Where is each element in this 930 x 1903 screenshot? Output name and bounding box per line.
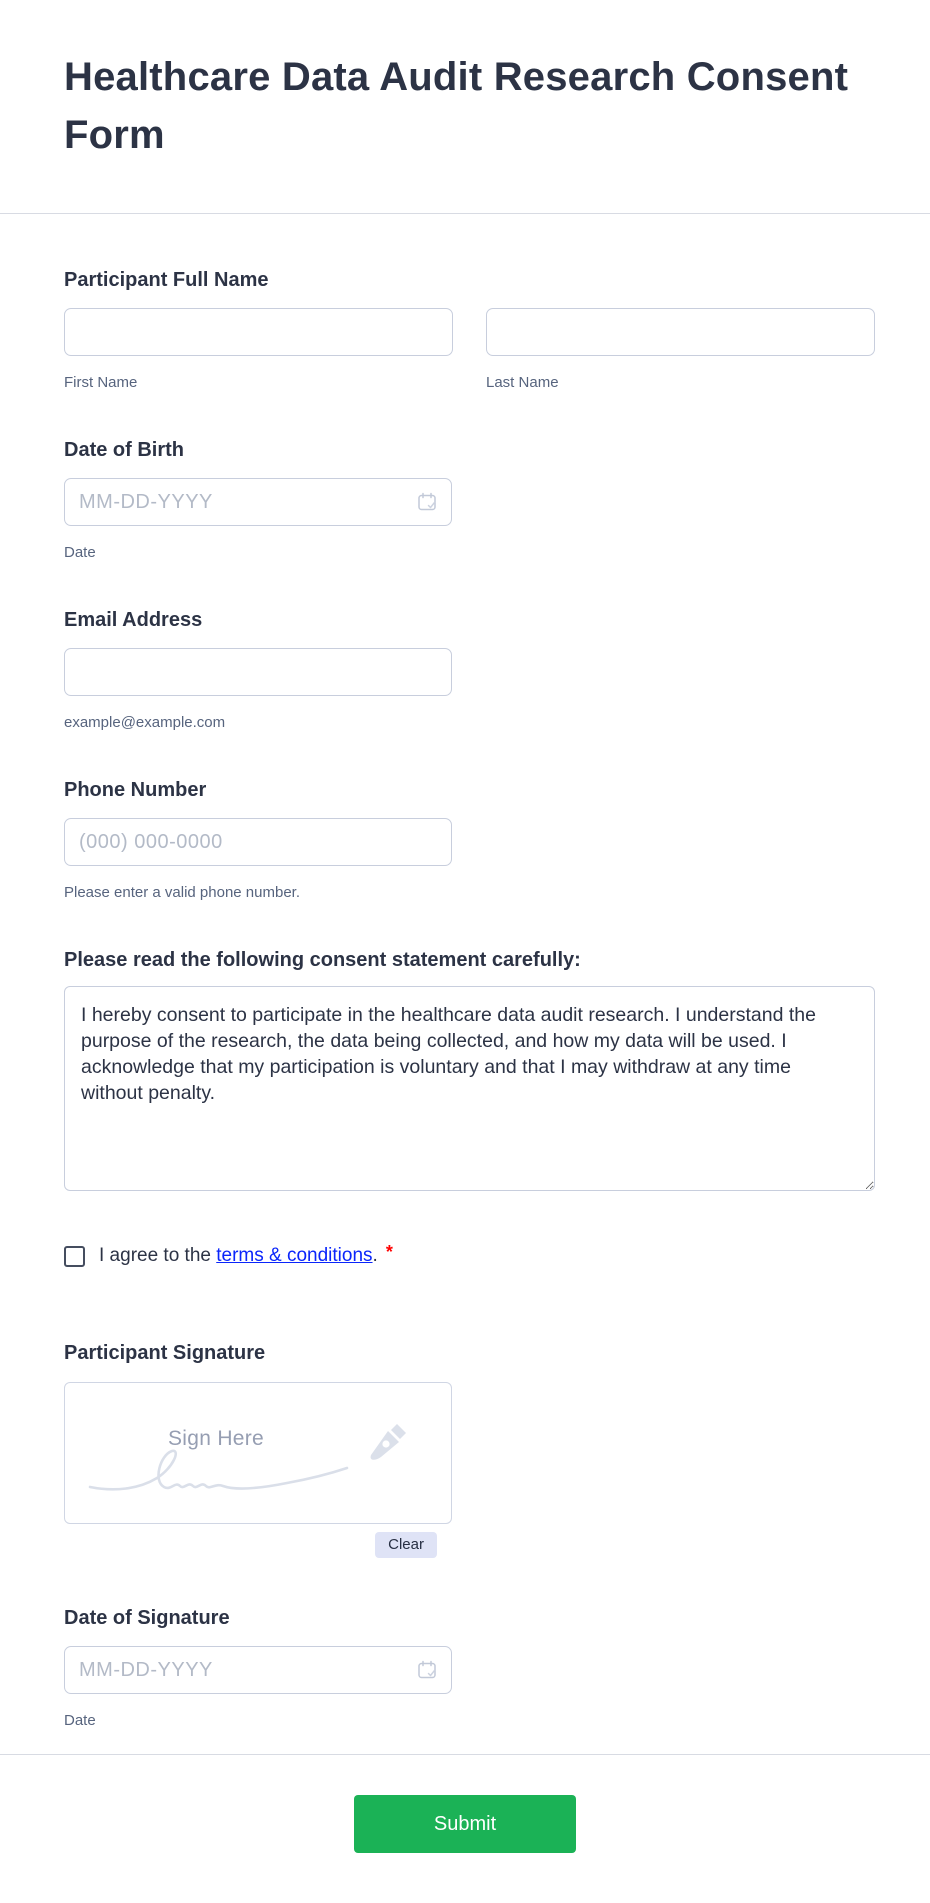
dob-input-wrap [64, 478, 452, 526]
last-name-column [486, 308, 875, 392]
first-name-input[interactable] [64, 308, 453, 356]
question-consent-statement [64, 946, 875, 1191]
submit-section [0, 1754, 930, 1903]
question-signature-date [64, 1604, 875, 1730]
signature-date-input[interactable] [64, 1646, 452, 1694]
signature-date-sublabel: Date [64, 1712, 96, 1729]
signature-pad[interactable] [64, 1382, 452, 1524]
submit-button[interactable]: Submit [354, 1795, 576, 1853]
terms-and-conditions-link[interactable]: terms & conditions [216, 1245, 373, 1266]
calendar-icon[interactable] [416, 491, 439, 514]
agree-text [99, 1243, 378, 1269]
email-input[interactable] [64, 648, 452, 696]
last-name-sublabel: Last Name [486, 374, 559, 391]
signature-date-input-wrap [64, 1646, 452, 1694]
signature-label: Participant Signature [64, 1342, 266, 1364]
first-name-sublabel: First Name [64, 374, 138, 391]
last-name-input[interactable] [486, 308, 875, 356]
question-agree-terms [64, 1243, 875, 1269]
full-name-label: Participant Full Name [64, 269, 269, 291]
dob-sublabel: Date [64, 544, 96, 561]
question-phone [64, 776, 875, 902]
form-body [0, 214, 930, 1754]
signature-squiggle [87, 1441, 355, 1497]
dob-label: Date of Birth [64, 439, 184, 461]
agree-checkbox[interactable] [64, 1246, 85, 1267]
question-full-name [64, 266, 875, 392]
first-name-column [64, 308, 453, 392]
question-date-of-birth [64, 436, 875, 562]
consent-textarea[interactable] [64, 986, 875, 1191]
signature-clear-button[interactable]: Clear [375, 1532, 437, 1558]
sign-here-text: Sign Here [167, 1427, 265, 1450]
phone-sublabel: Please enter a valid phone number. [64, 884, 300, 901]
email-sublabel: example@example.com [64, 714, 226, 731]
question-signature [64, 1339, 875, 1558]
form-header [0, 0, 930, 214]
dob-input[interactable] [64, 478, 452, 526]
phone-input[interactable] [64, 818, 452, 866]
name-inputs-row [64, 308, 875, 392]
required-asterisk: * [385, 1241, 393, 1262]
agree-text-after: . [372, 1245, 378, 1266]
signature-date-label: Date of Signature [64, 1607, 230, 1629]
calendar-icon[interactable] [416, 1659, 439, 1682]
signature-clear-row [64, 1532, 452, 1558]
page-title: Healthcare Data Audit Research Consent Form [64, 55, 849, 157]
question-email [64, 606, 875, 732]
pen-nib-icon [363, 1421, 409, 1465]
consent-label: Please read the following consent statement carefully: [64, 949, 581, 971]
email-label: Email Address [64, 609, 203, 631]
phone-label: Phone Number [64, 779, 207, 801]
agree-text-before: I agree to the [99, 1245, 217, 1266]
